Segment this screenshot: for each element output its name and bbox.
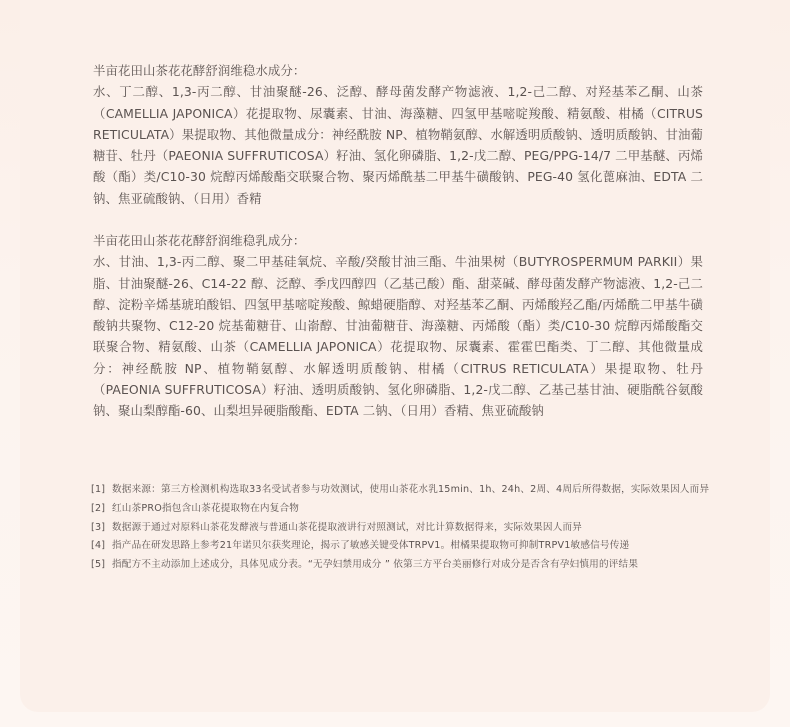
footnote-number: [1] bbox=[91, 484, 106, 495]
lotion-ingredients-list: 水、甘油、1,3-丙二醇、聚二甲基硅氧烷、辛酸/癸酸甘油三酯、牛油果树（BUTYROSPERMUM PARKII）果脂、甘油聚醚-26、C14-22 醇、泛醇、季戊四醇四（乙基己酸）酯、甜菜碱、酵母菌发酵产物滤液、1,2-己二醇、淀粉辛烯基琥珀酸铝、四氢甲基嘧啶羧酸、鲸蜡硬脂醇、对羟基苯乙酮、丙烯酸羟乙酯/丙烯酰二甲基牛磺酸钠共聚物、C12-20 烷基葡糖苷、山嵛醇、甘油葡糖苷、海藻糖、丙烯酸（酯）类/C10-30 烷醇丙烯酸酯交联聚合物、精氨酸、山茶（CAMELLIA JAPONICA）花提取物、尿囊素、霍霍巴酯类、丁二醇、其他微量成分：神经酰胺 NP、植物鞘氨醇、水解透明质酸钠、柑橘（CITRUS RETICULATA）果提取物、牡丹（PAEONIA SUFFRUTICOSA）籽油、透明质酸钠、氢化卵磷脂、1,2-戊二醇、乙基己基甘油、硬脂酰谷氨酸钠、聚山梨醇酯-60、山梨坦异硬脂酸酯、EDTA 二钠、（日用）香精、焦亚硫酸钠 bbox=[93, 254, 703, 419]
toner-ingredients-list: 水、丁二醇、1,3-丙二醇、甘油聚醚-26、泛醇、酵母菌发酵产物滤液、1,2-己二醇、对羟基苯乙酮、山茶（CAMELLIA JAPONICA）花提取物、尿囊素、甘油、海藻糖、四氢甲基嘧啶羧酸、精氨酸、柑橘（CITRUS RETICULATA）果提取物、其他微量成分：神经酰胺 NP、植物鞘氨醇、水解透明质酸钠、透明质酸钠、甘油葡糖苷、牡丹（PAEONIA SUFFRUTICOSA）籽油、氢化卵磷脂、1,2-戊二醇、PEG/PPG-14/7 二甲基醚、丙烯酸（酯）类/C10-30 烷醇丙烯酸酯交联聚合物、聚丙烯酰基二甲基牛磺酸钠、PEG-40 氢化蓖麻油、EDTA 二钠、焦亚硫酸钠、（日用）香精 bbox=[93, 84, 703, 206]
toner-ingredients-title: 半亩花田山茶花花酵舒润维稳水成分： bbox=[93, 63, 306, 78]
footnote-text: 指配方不主动添加上述成分，具体见成分表。“无孕妇禁用成分 ” 依第三方平台美丽修行对成分是否含有孕妇慎用的评结果 bbox=[112, 559, 639, 571]
footnote bbox=[91, 556, 741, 575]
footnote-text: 红山茶PRO指包含山茶花提取物在内复合物 bbox=[112, 502, 300, 514]
footnote bbox=[91, 500, 741, 519]
footnote-text: 数据来源：第三方检测机构选取33名受试者参与功效测试，使用山茶花水乳15min、1h、24h、2周、4周后所得数据，实际效果因人而异 bbox=[112, 484, 710, 495]
toner-ingredients-section bbox=[93, 60, 703, 209]
footnote bbox=[91, 537, 741, 556]
footnotes bbox=[91, 481, 741, 575]
lotion-ingredients-section bbox=[93, 230, 703, 422]
footnote-number: [3] bbox=[91, 521, 106, 533]
lotion-ingredients-title: 半亩花田山茶花花酵舒润维稳乳成分： bbox=[93, 233, 306, 248]
footnote-number: [2] bbox=[91, 502, 106, 514]
footnote-number: [4] bbox=[91, 540, 106, 552]
footnote-number: [5] bbox=[91, 559, 106, 571]
footnote-text: 指产品在研发思路上参考21年诺贝尔获奖理论，揭示了敏感关键受体TRPV1。柑橘果提取物可抑制TRPV1敏感信号传递 bbox=[112, 540, 630, 552]
footnote-text: 数据源于通过对原料山茶花发酵液与普通山茶花提取液讲行对照测试，对比计算数据得来，实际效果因人而异 bbox=[112, 521, 583, 533]
footnote bbox=[91, 519, 741, 538]
footnote bbox=[91, 481, 741, 500]
